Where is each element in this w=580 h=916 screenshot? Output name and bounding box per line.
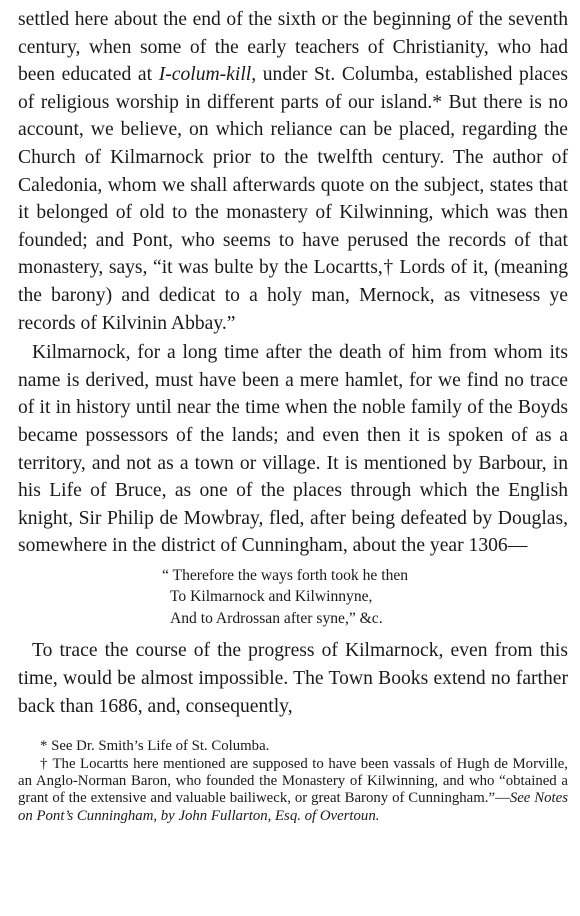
paragraph-1-text-start: settled here about the end of the sixth or the beginning of the seventh century, when some of the early teachers of Christianity, who had been educated at <box>18 9 568 86</box>
verse-line-3: And to Ardrossan after syne,” &c. <box>170 609 383 627</box>
verse-line-1: “ Therefore the ways forth took he then <box>162 566 409 584</box>
footnote-2-citation: See Notes on Pont’s Cunningham, by John Fullarton, Esq. of Overtoun. <box>18 790 568 824</box>
verse-line-2: To Kilmarnock and Kilwinnyne, <box>170 588 373 606</box>
footnote-2 <box>18 756 568 826</box>
footnote-2-text: † The Locartts here mentioned are supposed to have been vassals of Hugh de Morville, an Anglo-Norman Baron, who founded the Monastery of Kilwinning, and who “obtained a grant of the extensive and valuable bailiweck, or great Barony of Cunningham.”— <box>18 755 568 807</box>
footnotes <box>18 738 568 825</box>
place-name-icolmkill: I-colum-kill, <box>158 64 257 86</box>
paragraph-1-text-end: under St. Columba, established places of religious worship in different parts of our island.* But there is no account, we believe, on which reliance can be placed, regarding the Church of Kilmarnock prior to the twelfth century. The author of Caledonia, whom we shall afterwards quote on the subject, states that it belonged of old to the monastery of Kilwinning, which was then founded; and Pont, who seems to have perused the records of that monastery, says, “it was bulte by the Locartts,† Lords of it, (meaning the barony) and dedicat to a holy man, Mernock, as vitnesess ye records of Kilvinin Abbay.” <box>18 64 568 334</box>
verse-quotation <box>162 565 568 630</box>
paragraph-3: To trace the course of the progress of Kilmarnock, even from this time, would be almost impossible. The Town Books extend no farther back than 1686, and, consequently, <box>18 640 568 717</box>
paragraph-1 <box>18 6 568 337</box>
paragraph-2: Kilmarnock, for a long time after the death of him from whom its name is derived, must have been a mere hamlet, for we find no trace of it in history until near the time when the noble family of the Boyds became possessors of the lands; and even then it is spoken of as a territory, and not as a town or village. It is mentioned by Barbour, in his Life of Bruce, as one of the places through which the English knight, Sir Philip de Mowbray, fled, after being defeated by Douglas, somewhere in the district of Cunningham, about the year 1306— <box>18 342 568 557</box>
footnote-1: * See Dr. Smith’s Life of St. Columba. <box>40 738 270 755</box>
